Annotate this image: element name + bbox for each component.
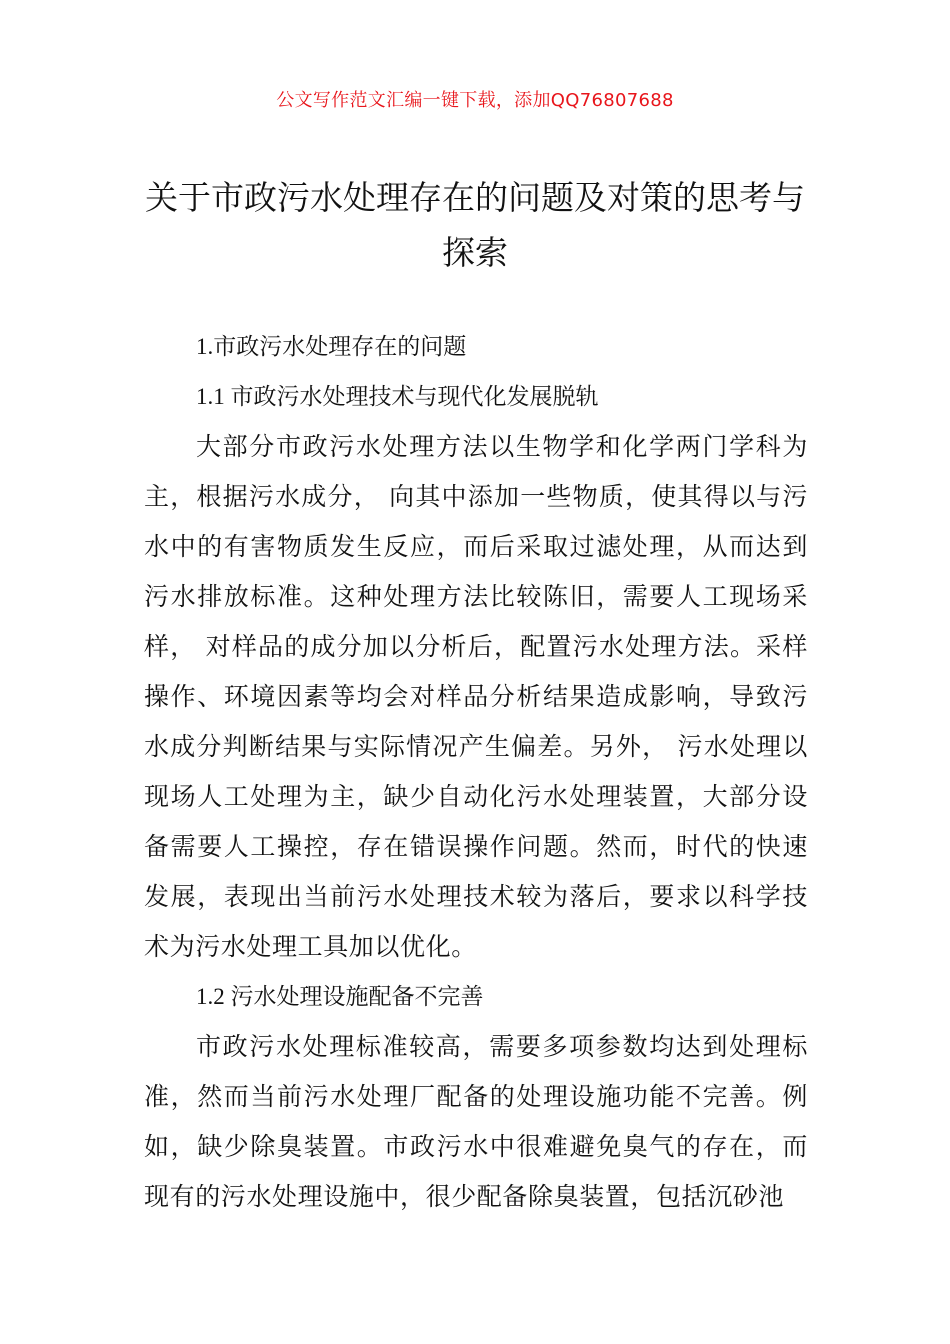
- section-number: 1.2: [196, 984, 231, 1009]
- section-heading-1-1: [144, 372, 808, 422]
- document-title: 关于市政污水处理存在的问题及对策的思考与探索: [145, 178, 805, 272]
- document-body: [144, 322, 808, 1222]
- section-title: 市政污水处理存在的问题: [213, 334, 467, 360]
- section-number: 1.1: [196, 384, 231, 409]
- download-banner: 公文写作范文汇编一键下载，添加QQ76807688: [276, 90, 674, 111]
- paragraph: 市政污水处理标准较高，需要多项参数均达到处理标准，然而当前污水处理厂配备的处理设施功能不完善。例如，缺少除臭装置。市政污水中很难避免臭气的存在，而现有的污水处理设施中，很少配备除臭装置，包括沉砂池: [144, 1032, 808, 1211]
- section-heading-1: [144, 322, 808, 372]
- section-number: 1.: [196, 334, 214, 359]
- section-title: 市政污水处理技术与现代化发展脱轨: [230, 384, 599, 410]
- section-heading-1-2: [144, 972, 808, 1022]
- section-title: 污水处理设施配备不完善: [230, 984, 484, 1010]
- paragraph: 大部分市政污水处理方法以生物学和化学两门学科为主，根据污水成分， 向其中添加一些物质，使其得以与污水中的有害物质发生反应，而后采取过滤处理，从而达到污水排放标准。这种处理方法比较陈旧，需要人工现场采样， 对样品的成分加以分析后，配置污水处理方法。采样操作、环境因素等均会对样品分析结果造成影响，导致污水成分判断结果与实际情况产生偏差。另外， 污水处理以现场人工处理为主，缺少自动化污水处理装置，大部分设备需要人工操控，存在错误操作问题。然而，时代的快速发展，表现出当前污水处理技术较为落后，要求以科学技术为污水处理工具加以优化。: [144, 432, 808, 961]
